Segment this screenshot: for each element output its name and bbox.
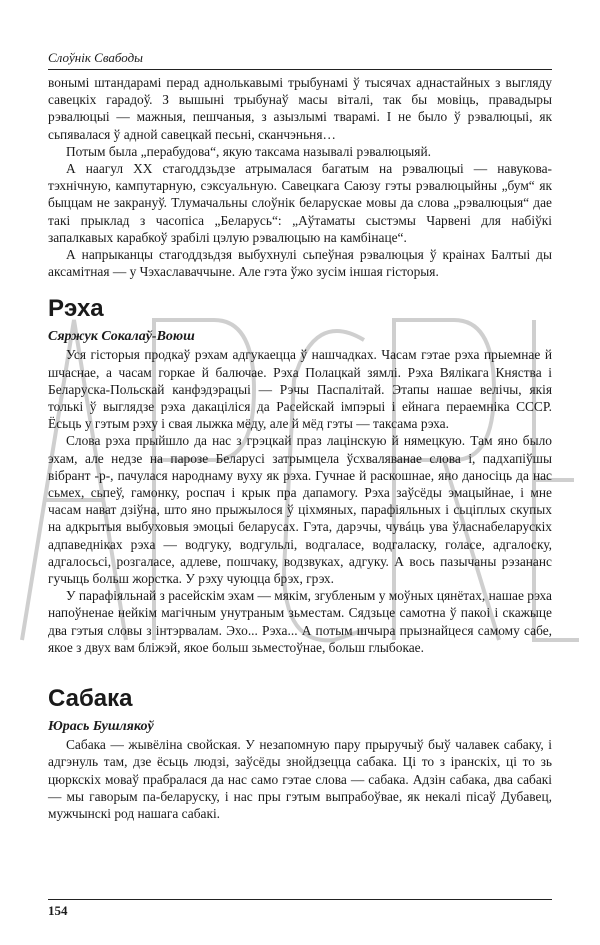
page-number: 154 [48,903,68,918]
running-header-title: Слоўнік Свабоды [48,50,143,65]
paragraph: вонымі штандарамі перад аднолькавымі трыбунамі ў тысячах аднастайных з выгляду савецкіх гарадоў. З вышыні трыбунаў масы віталі, так бы мовіць, правадыры рэвалюцыі — мажныя, пешчаныя, з азызлымі тварамі. І не было ў рэвалюцыі, як сьпявалася ў адной савецкай песьні, сканчэньня… [48,75,552,142]
paragraph: А наагул XX стагоддзьдзе атрымалася багатым на рэвалюцыі — навукова-тэхнічную, кампутарную, сэксуальную. Савецкага Саюзу гэты рэвалюцыйны „бум“ як быццам не закрануў. Тлумачальны слоўнік беларускае мовы да слова „рэвалюцыя“ дае такі прыклад з часопіса „Беларусь“: „Аўтаматы сыстэмы Чарвені для набіўкі запалкавых карабкоў зрабілі цэлую рэвалюцыю на камбінаце“. [48,161,552,245]
section-author: Юрась Бушлякоў [48,719,154,735]
footer-rule [48,899,552,900]
section-heading: Сабака [48,685,133,713]
paragraph: Потым была „перабудова“, якую таксама называлі рэвалюцыяй. [66,143,431,159]
section-author: Сяржук Сокалаў-Воюш [48,329,195,345]
page-body [48,74,552,822]
paragraph: А напрыканцы стагоддзьдзя выбухнулі сьпеўная рэвалюцыя ў краінах Балтыі ды аксамітная — у Чэхаславаччыне. Але гэта ўжо зусім іншая гісторыя. [48,247,552,280]
running-header [48,47,552,70]
section-heading: Рэха [48,295,104,323]
paragraph: У парафіяльнай з расейскім эхам — мякім, згубленым у моўных цянётах, нашае рэха напоўненае нейкім магічным унутраным зьместам. Сядзьце самотна ў пакоі і скажыце два гэтыя словы з інтэрвалам. Эхо... Рэха... А потым шчыра прызнайцеся самому сабе, якое з двух вам бліжэй, якое больш зьместоўнае, больш глыбокае. [48,588,552,655]
paragraph: Сабака — жывёліна свойская. У незапомную пару прыручыў быў чалавек сабаку, і адгэнуль там, дзе ёсьць людзі, заўсёды знойдзецца сабака. Ці то з іранскіх, ці то зь цюркскіх моваў прабралася да нас само гэтае слова — сабака. Адзін сабака, два сабакі — мы гаворым па-беларуску, і нас пры гэтым выпрабоўвае, як некалі пісаў Дубавец, мужчынскі род нашага сабакі. [48,737,552,821]
paragraph: Слова рэха прыйшло да нас з грэцкай праз лацінскую й нямецкую. Там яно было эхам, але недзе на парозе Беларусі затрымцела ўсхваляванае слова і, падхапіўшы вібрант -р-, пачулася народнаму вуху як рэха. Гучнае й раскошнае, яно даносіць да нас сьмех, сьпеў, гамонку, роспач і крык пра дапамогу. Рэха заўсёды эмацыйнае, і мне часам нават дзіўна, што яно прыжылося ў ціхмяных, парафіяльных і сьціплых скупых на адкрытыя выбуховыя эмоцыі беларусах. Гэта, дарэчы, чувáць ува ўласнабеларускіх адпаведніках рэха — водгуку, водгульлі, водгаласе, водгаласку, голасе, адгалоску, адгалосьсі, розгаласе, адлеве, пошчаку, водзвуках, адгуку. А вось пазычаны рэзананс гучыць больш жорстка. У рэху чуюцца брэх, грэх. [48,433,552,587]
paragraph: Уся гісторыя продкаў рэхам адгукаецца ў нашчадках. Часам гэтае рэха прыемнае й шчаснае, а часам горкае й балючае. Рэха Полацкай зямлі. Рэха Вялікага Княства і Беларуска-Польскай канфэдэрацыі — Рэчы Паспалітай. Этапы нашае велічы, якія толькі ў выглядзе рэха дакаціліся да Расейскай імпэрыі і ейнага пераемніка СССР. Ёсьць у гэтым рэху і свая лыжка мёду, але й мёд гэты — таксама рэха. [48,347,552,432]
